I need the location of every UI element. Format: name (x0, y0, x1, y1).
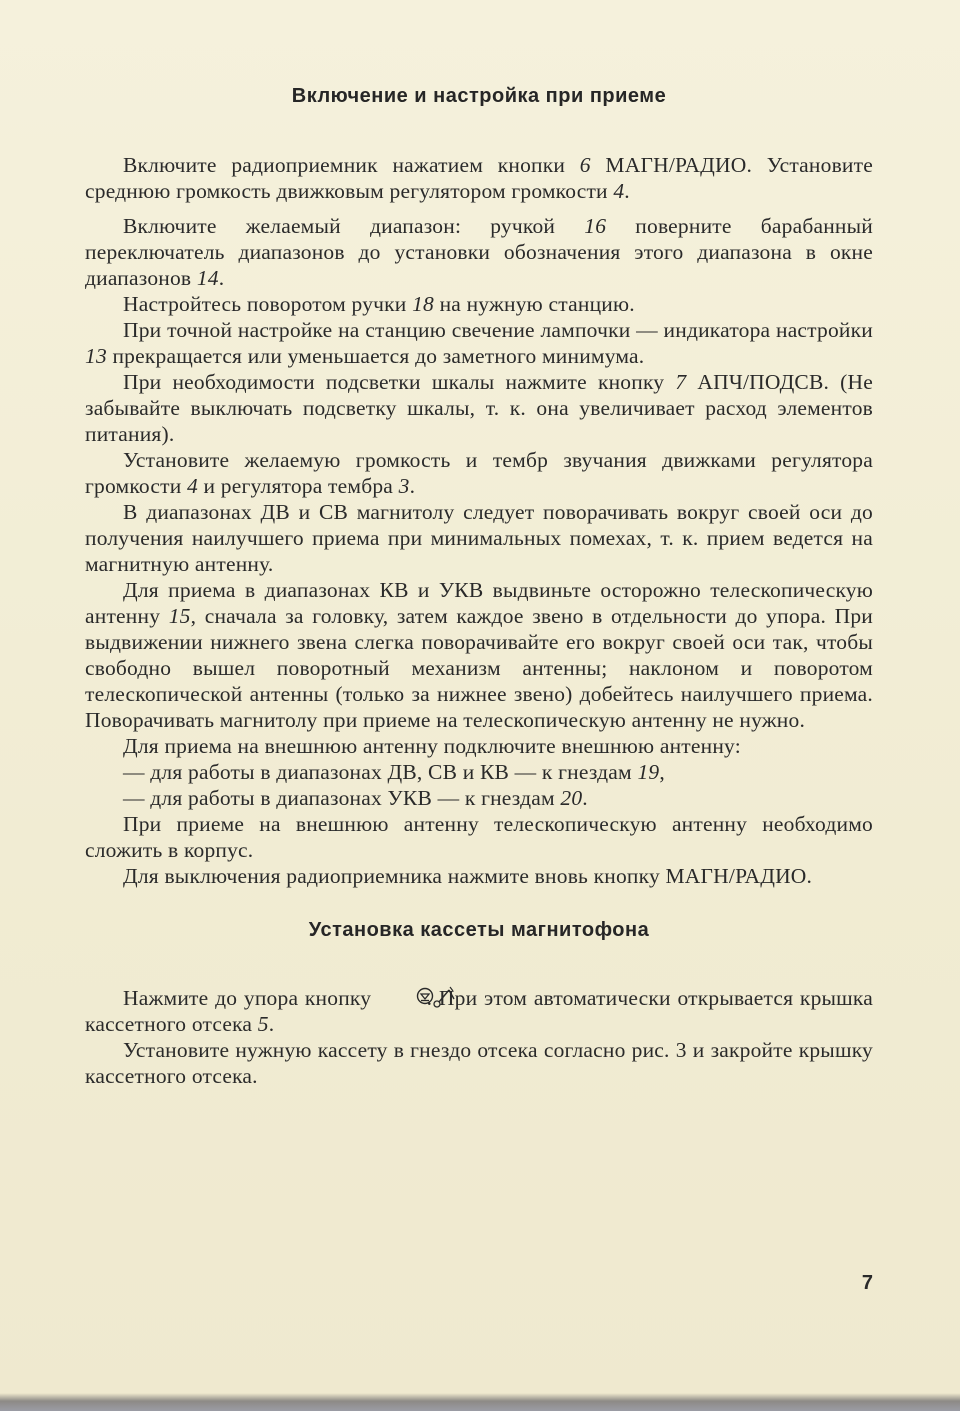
paragraph: Для приема в диапазонах КВ и УКВ выдвиньте осторожно телескопическую антенну 15, сначала за головку, затем каждое звено в отдельности до упора. При выдвижении нижнего звена слегка поворачивайте его вокруг своей оси так, чтобы свободно вышел поворотный механизм антенны; наклоном и поворотом телескопической антенны (только за нижнее звено) добейтесь наилучшего приема. Поворачивать магнитолу при приеме на телескопическую антенну не нужно. (85, 578, 873, 732)
paragraph: При приеме на внешнюю антенну телескопическую антенну необходимо сложить в корпус. (85, 812, 873, 862)
paragraph: Включите радиоприемник нажатием кнопки 6 МАГН/РАДИО. Установите среднюю громкость движковым регулятором громкости 4. (85, 153, 873, 203)
cassette-eject-icon (378, 985, 420, 1009)
paragraph: Настройтесь поворотом ручки 18 на нужную станцию. (123, 292, 635, 316)
paragraph: При необходимости подсветки шкалы нажмите кнопку 7 АПЧ/ПОДСВ. (Не забывайте выключать подсветку шкалы, т. к. она увеличивает расход элементов питания). (85, 370, 874, 446)
paragraph: При точной настройке на станцию свечение лампочки — индикатора настройки 13 прекращается или уменьшается до заметного минимума. (85, 318, 873, 368)
paragraph: Нажмите до упора кнопку . При этом автоматически открывается крышка кассетного отсека 5. (85, 986, 873, 1036)
paragraph: Установите нужную кассету в гнездо отсека согласно рис. 3 и закройте крышку кассетного отсека. (85, 1038, 873, 1088)
paragraph: Для приема на внешнюю антенну подключите внешнюю антенну: (123, 734, 741, 758)
paragraph: Для выключения радиоприемника нажмите вновь кнопку МАГН/РАДИО. (123, 864, 813, 888)
section-title-reception: Включение и настройка при приеме (291, 85, 667, 107)
paragraph: В диапазонах ДВ и СВ магнитолу следует поворачивать вокруг своей оси до получения наилучшего приема при минимальных помехах, т. к. прием ведется на магнитную антенну. (85, 500, 873, 576)
page-bottom-edge (0, 1393, 960, 1411)
paragraph: Включите желаемый диапазон: ручкой 16 поверните барабанный переключатель диапазонов до установки обозначения этого диапазона в окне диапазонов 14. (85, 214, 873, 290)
list-item: — для работы в диапазонах УКВ — к гнездам 20. (123, 786, 588, 810)
paragraph: Установите желаемую громкость и тембр звучания движками регулятора громкости 4 и регулятора тембра 3. (85, 448, 873, 498)
page-content (85, 85, 873, 1089)
page-number: 7 (861, 1272, 873, 1294)
list-item: — для работы в диапазонах ДВ, СВ и КВ — к гнездам 19, (123, 760, 665, 784)
section-title-cassette: Установка кассеты магнитофона (308, 919, 650, 941)
